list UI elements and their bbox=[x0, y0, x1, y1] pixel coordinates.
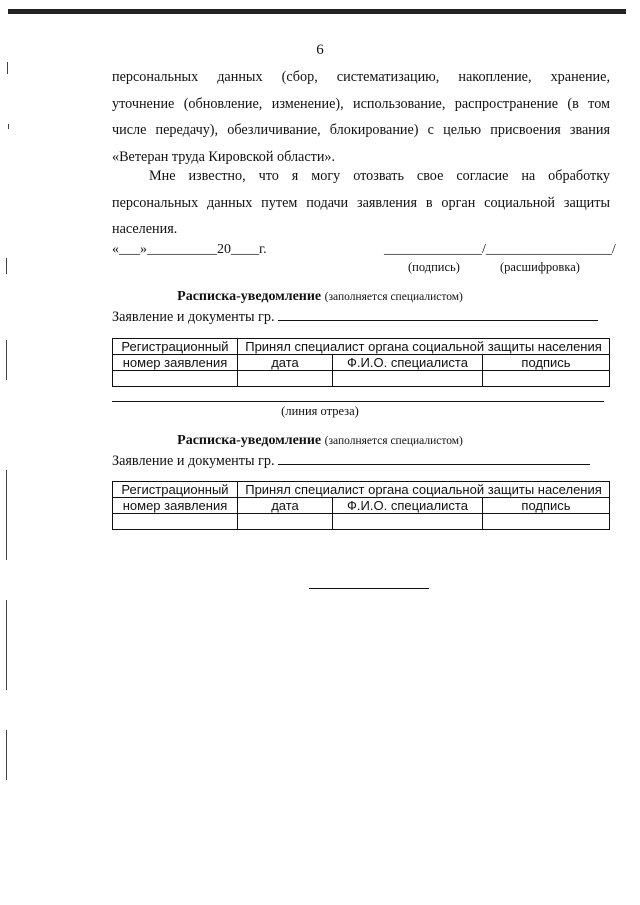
scan-margin-mark bbox=[6, 340, 7, 380]
signature-cell[interactable] bbox=[483, 371, 610, 387]
receipt-title-text: Расписка-уведомление bbox=[177, 289, 322, 304]
applicant-name-field[interactable] bbox=[278, 306, 598, 321]
receipt-title-note: (заполняется специалистом) bbox=[324, 435, 463, 447]
statement-line bbox=[112, 306, 598, 326]
receipt-title bbox=[0, 433, 640, 449]
scan-top-border bbox=[8, 9, 626, 14]
specialist-name-cell[interactable] bbox=[333, 371, 483, 387]
accepted-header: Принял специалист органа социальной защиты населения bbox=[238, 339, 610, 355]
reg-header: Регистрационный bbox=[113, 482, 238, 498]
reg-header: номер заявления bbox=[113, 355, 238, 371]
reg-number-cell[interactable] bbox=[113, 514, 238, 530]
scan-margin-mark bbox=[8, 124, 9, 129]
paragraph-line: Мне известно, что я могу отозвать свое согласие на обработку bbox=[149, 168, 610, 184]
specialist-name-cell[interactable] bbox=[333, 514, 483, 530]
paragraph-line: уточнение (обновление, изменение), использование, распространение (в том bbox=[112, 95, 610, 112]
scan-margin-mark bbox=[6, 470, 7, 560]
paragraph-line: «Ветеран труда Кировской области». bbox=[112, 149, 336, 166]
paragraph-line: персональных данных (сбор, систематизацию, накопление, хранение, bbox=[112, 69, 610, 85]
applicant-name-field[interactable] bbox=[278, 450, 590, 465]
scan-margin-mark bbox=[6, 600, 7, 690]
receipt-title bbox=[0, 289, 640, 305]
paragraph-line: населения. bbox=[112, 221, 178, 238]
column-header-sign: подпись bbox=[483, 498, 610, 514]
date-cell[interactable] bbox=[238, 514, 333, 530]
page-number: 6 bbox=[316, 42, 324, 58]
column-header-sign: подпись bbox=[483, 355, 610, 371]
accepted-header: Принял специалист органа социальной защиты населения bbox=[238, 482, 610, 498]
statement-label: Заявление и документы гр. bbox=[112, 453, 275, 469]
receipt-title-text: Расписка-уведомление bbox=[177, 433, 322, 448]
consent-paragraph bbox=[112, 64, 610, 171]
column-header-name: Ф.И.О. специалиста bbox=[333, 498, 483, 514]
cut-line bbox=[112, 401, 604, 402]
paragraph-line: персональных данных путем подачи заявления в орган социальной защиты bbox=[112, 194, 610, 211]
reg-number-cell[interactable] bbox=[113, 371, 238, 387]
revocation-paragraph bbox=[112, 163, 610, 243]
reg-header: номер заявления bbox=[113, 498, 238, 514]
receipt-title-note: (заполняется специалистом) bbox=[324, 291, 463, 303]
reg-header: Регистрационный bbox=[113, 339, 238, 355]
statement-line bbox=[112, 450, 590, 470]
column-header-name: Ф.И.О. специалиста bbox=[333, 355, 483, 371]
column-header-date: дата bbox=[238, 355, 333, 371]
decode-caption: (расшифровка) bbox=[500, 260, 580, 274]
signature-caption: (подпись) bbox=[408, 260, 460, 274]
receipt-table bbox=[112, 481, 610, 530]
scan-margin-mark bbox=[6, 258, 7, 274]
signature-cell[interactable] bbox=[483, 514, 610, 530]
cut-line-caption: (линия отреза) bbox=[281, 404, 359, 418]
scan-margin-mark bbox=[6, 730, 7, 780]
date-cell[interactable] bbox=[238, 371, 333, 387]
column-header-date: дата bbox=[238, 498, 333, 514]
receipt-table bbox=[112, 338, 610, 387]
scan-margin-mark bbox=[7, 62, 8, 74]
paragraph-line: числе передачу), обезличивание, блокирование) с целью присвоения звания bbox=[112, 122, 610, 139]
end-of-document-line bbox=[309, 588, 429, 589]
date-field[interactable]: «___»__________20____г. bbox=[112, 242, 267, 257]
signature-field[interactable]: ______________/__________________/ bbox=[384, 242, 616, 257]
statement-label: Заявление и документы гр. bbox=[112, 309, 275, 325]
